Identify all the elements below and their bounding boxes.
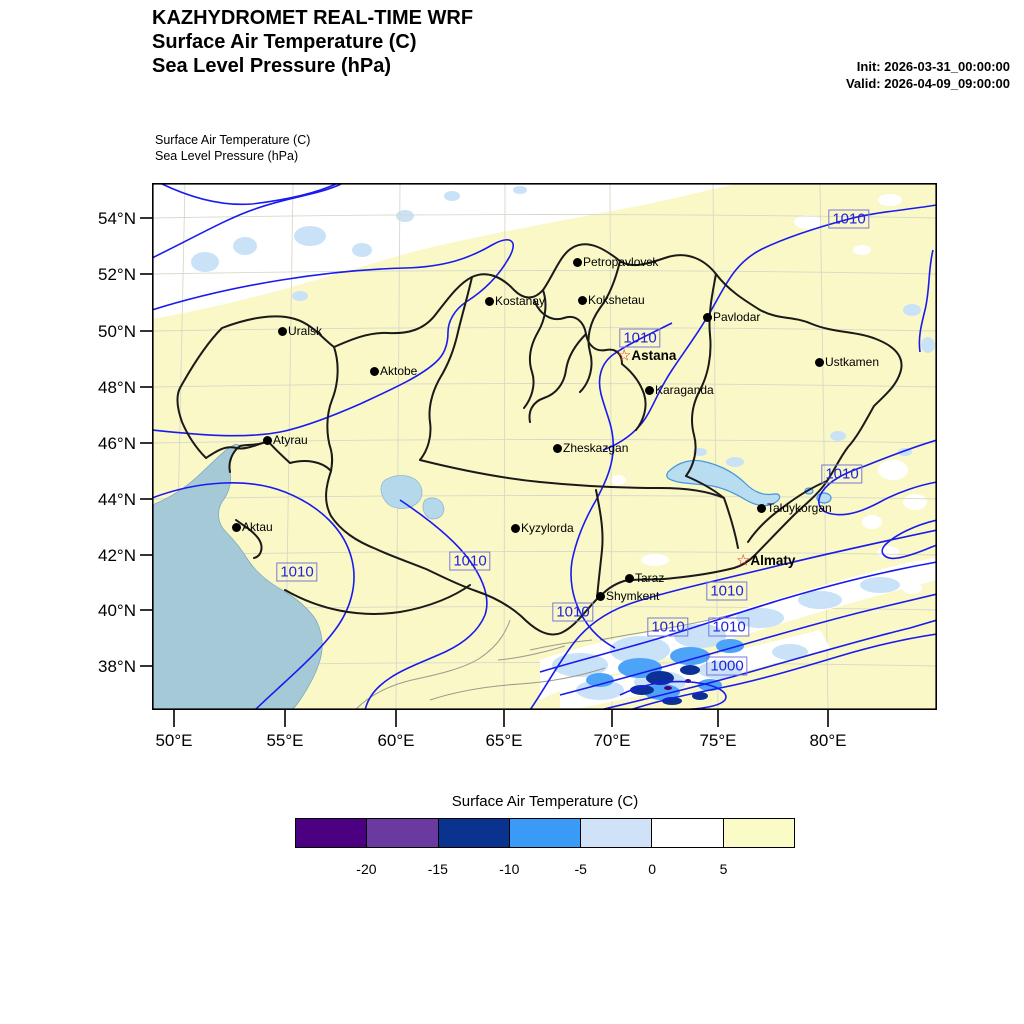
city-dot-icon	[596, 592, 605, 601]
colorbar-segment	[438, 818, 510, 848]
lat-tick-mark	[140, 554, 152, 556]
pressure-label: 1010	[276, 563, 317, 582]
city-marker-pavlodar	[703, 311, 760, 323]
lat-tick-label: 52°N	[98, 265, 136, 284]
lat-tick-label: 40°N	[98, 601, 136, 620]
city-marker-uralsk	[278, 325, 322, 337]
pressure-label: 1010	[828, 210, 869, 229]
colorbar-tick-label: -15	[427, 861, 448, 877]
lat-tick-label: 44°N	[98, 490, 136, 509]
city-label: Karaganda	[655, 383, 714, 397]
colorbar	[295, 818, 795, 848]
city-dot-icon	[757, 504, 766, 513]
city-dot-icon	[625, 574, 634, 583]
city-label: Aktobe	[380, 364, 418, 378]
lon-tick-label: 60°E	[377, 731, 415, 750]
title-line-1: KAZHYDROMET REAL-TIME WRF	[152, 7, 474, 29]
colorbar-tick-label: -20	[356, 861, 377, 877]
city-marker-aktobe	[370, 365, 417, 377]
city-marker-kokshetau	[578, 294, 645, 306]
city-marker-petropavlovsk	[573, 256, 658, 268]
colorbar-title: Surface Air Temperature (C)	[451, 793, 639, 810]
city-dot-icon	[278, 327, 287, 336]
colorbar-segment	[651, 818, 723, 848]
city-dot-icon	[263, 436, 272, 445]
lat-tick-mark	[140, 442, 152, 444]
pressure-label: 1010	[821, 465, 862, 484]
pressure-label: 1000	[706, 657, 747, 676]
city-marker-aktau	[232, 521, 273, 533]
map-subtitle-line-2: Sea Level Pressure (hPa)	[155, 148, 299, 163]
pressure-label: 1010	[706, 582, 747, 601]
city-marker-kostanay	[485, 295, 545, 307]
pressure-label: 1010	[708, 618, 749, 637]
lon-tick-label: 70°E	[593, 731, 631, 750]
city-label: Kostanay	[495, 294, 546, 308]
lon-tick-label: 75°E	[699, 731, 737, 750]
title-line-3: Sea Level Pressure (hPa)	[152, 55, 392, 77]
city-marker-taraz	[625, 572, 664, 584]
city-dot-icon	[232, 523, 241, 532]
city-marker-astana	[617, 347, 677, 365]
city-dot-icon	[815, 358, 824, 367]
colorbar-segment	[580, 818, 652, 848]
city-dot-icon	[370, 367, 379, 376]
city-dot-icon	[485, 297, 494, 306]
title-line-2: Surface Air Temperature (C)	[152, 31, 417, 53]
colorbar-tick-label: -5	[574, 861, 587, 877]
lat-tick-mark	[140, 217, 152, 219]
city-marker-taldykorgan	[757, 502, 832, 514]
lon-tick-mark	[503, 710, 505, 727]
city-label: Atyrau	[273, 433, 308, 447]
city-star-icon: ☆	[736, 552, 751, 570]
colorbar-segment	[509, 818, 581, 848]
lon-tick-mark	[717, 710, 719, 727]
lat-tick-label: 46°N	[98, 434, 136, 453]
valid-time: Valid: 2026-04-09_09:00:00	[845, 76, 1010, 91]
city-star-icon: ☆	[617, 347, 632, 365]
map-canvas	[152, 183, 937, 710]
lat-tick-label: 48°N	[98, 378, 136, 397]
lon-tick-mark	[395, 710, 397, 727]
city-marker-kyzylorda	[511, 522, 574, 534]
city-label: Kyzylorda	[521, 521, 574, 535]
lat-tick-mark	[140, 273, 152, 275]
lon-tick-mark	[611, 710, 613, 727]
city-label: Zheskazgan	[563, 441, 629, 455]
lon-tick-mark	[173, 710, 175, 727]
lat-tick-mark	[140, 665, 152, 667]
colorbar-segment	[366, 818, 438, 848]
lon-tick-mark	[827, 710, 829, 727]
city-label: Shymkent	[606, 589, 660, 603]
city-dot-icon	[573, 258, 582, 267]
lat-tick-mark	[140, 609, 152, 611]
city-dot-icon	[578, 296, 587, 305]
city-marker-shymkent	[596, 590, 659, 602]
lat-tick-mark	[140, 498, 152, 500]
city-marker-zheskazgan	[553, 442, 628, 454]
colorbar-segment	[295, 818, 367, 848]
city-label: Ustkamen	[825, 355, 880, 369]
lon-tick-label: 65°E	[485, 731, 523, 750]
pressure-label: 1010	[619, 329, 660, 348]
colorbar-tick-label: -10	[499, 861, 520, 877]
city-label: Astana	[631, 348, 677, 363]
city-marker-ustkamen	[815, 356, 879, 368]
city-label: Kokshetau	[588, 293, 645, 307]
colorbar-tick-label: 0	[648, 861, 657, 877]
lon-tick-label: 80°E	[809, 731, 847, 750]
lat-tick-label: 54°N	[98, 209, 136, 228]
colorbar-segment	[723, 818, 795, 848]
city-marker-atyrau	[263, 434, 308, 446]
lat-tick-label: 38°N	[98, 657, 136, 676]
city-dot-icon	[511, 524, 520, 533]
city-dot-icon	[645, 386, 654, 395]
city-label: Pavlodar	[713, 310, 761, 324]
city-label: Aktau	[242, 520, 273, 534]
lat-tick-mark	[140, 330, 152, 332]
pressure-label: 1010	[647, 618, 688, 637]
lon-tick-label: 55°E	[266, 731, 304, 750]
city-dot-icon	[703, 313, 712, 322]
lat-tick-label: 50°N	[98, 322, 136, 341]
pressure-label: 1010	[552, 603, 593, 622]
city-label: Taldykorgan	[767, 501, 832, 515]
city-label: Uralsk	[288, 324, 323, 338]
pressure-label: 1010	[449, 552, 490, 571]
lon-tick-label: 50°E	[155, 731, 193, 750]
lat-tick-label: 42°N	[98, 546, 136, 565]
city-dot-icon	[553, 444, 562, 453]
city-label: Almaty	[750, 553, 796, 568]
city-label: Petropavlovsk	[583, 255, 659, 269]
init-time: Init: 2026-03-31_00:00:00	[856, 59, 1010, 74]
lon-tick-mark	[284, 710, 286, 727]
city-label: Taraz	[635, 571, 665, 585]
city-marker-almaty	[736, 552, 796, 570]
colorbar-tick-label: 5	[719, 861, 728, 877]
city-marker-karaganda	[645, 384, 714, 396]
lat-tick-mark	[140, 386, 152, 388]
map-subtitle-line-1: Surface Air Temperature (C)	[155, 133, 311, 147]
